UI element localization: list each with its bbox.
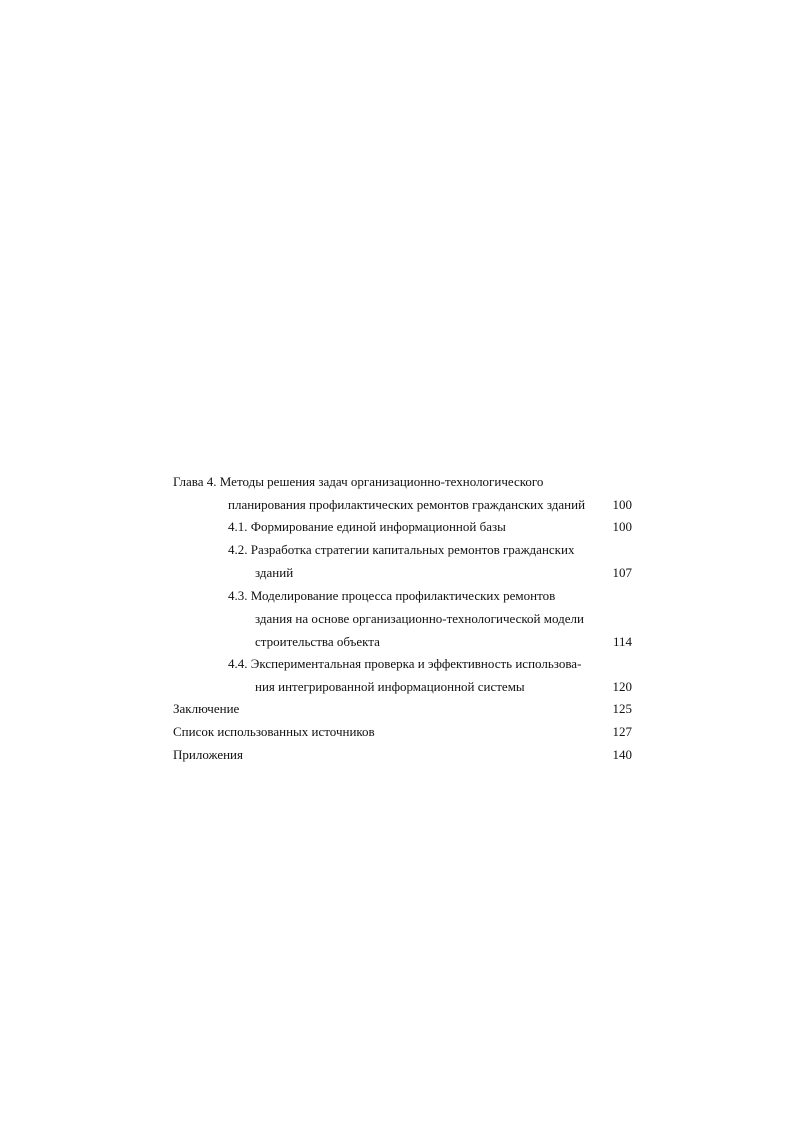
toc-chapter4-title-line2: планирования профилактических ремонтов гражданских зданий <box>228 497 586 512</box>
toc-section-4-2-title-line2: зданий <box>255 565 294 580</box>
toc-section-4-1-title: 4.1. Формирование единой информационной базы <box>228 519 506 534</box>
toc-section-4-3-page: 114 <box>612 634 632 649</box>
toc-section-4-3-title-line2: здания на основе организационно-технологической модели <box>255 611 584 626</box>
toc-section-4-3-title-line3: строительства объекта <box>255 634 380 649</box>
toc-chapter4-title-line1: Глава 4. Методы решения задач организационно-технологического <box>173 474 544 489</box>
toc-section-4-4-title-line1: 4.4. Экспериментальная проверка и эффективность использова- <box>228 656 582 671</box>
toc-conclusion-page: 125 <box>612 701 632 716</box>
toc-references-page: 127 <box>612 724 632 739</box>
toc-appendices-page: 140 <box>612 747 632 762</box>
toc-section-4-4-page: 120 <box>612 679 632 694</box>
toc-section-4-4-title-line2: ния интегрированной информационной системы <box>255 679 525 694</box>
toc-section-4-2-page: 107 <box>612 565 632 580</box>
toc-section-4-1-page: 100 <box>612 519 632 534</box>
toc-chapter4-page: 100 <box>612 497 632 512</box>
toc-appendices-title: Приложения <box>173 747 243 762</box>
toc-section-4-2-title-line1: 4.2. Разработка стратегии капитальных ремонтов гражданских <box>228 542 575 557</box>
toc-conclusion-title: Заключение <box>173 701 240 716</box>
toc-section-4-3-title-line1: 4.3. Моделирование процесса профилактических ремонтов <box>228 588 556 603</box>
toc-references-title: Список использованных источников <box>173 724 375 739</box>
